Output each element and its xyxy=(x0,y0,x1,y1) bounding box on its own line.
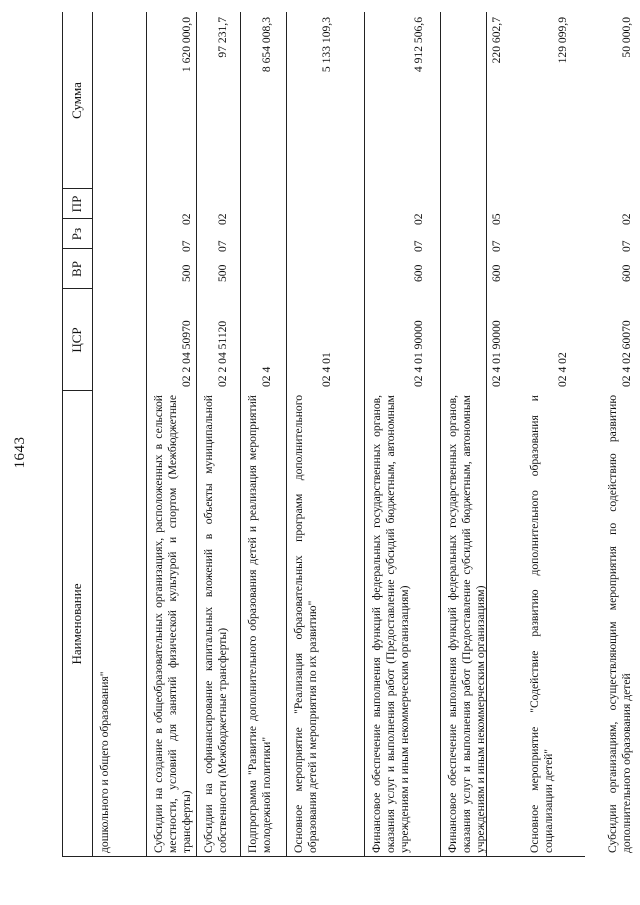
header-name: Наименование xyxy=(69,583,84,665)
row-name: Основное мероприятие "Реализация образовательных программ дополнительного образования детей и мероприятия по их развитию" xyxy=(292,395,319,853)
header-csr: ЦСР xyxy=(69,327,84,353)
header-vr: ВР xyxy=(69,261,84,277)
page-number: 1643 xyxy=(12,436,28,469)
row-pr: 02 xyxy=(180,213,193,225)
rule xyxy=(196,12,197,857)
header-sum: Сумма xyxy=(69,82,84,119)
row-rz: 07 xyxy=(620,240,633,252)
row-csr: 02 4 01 90000 xyxy=(412,320,425,387)
rule xyxy=(146,12,147,857)
row-name: Основное мероприятие "Содействие развитию дополнительного образования и социализации детей" xyxy=(528,395,555,853)
row-csr: 02 2 04 50970 xyxy=(180,320,193,387)
header-pr: ПР xyxy=(69,195,84,213)
row-sum: 1 620 000,0 xyxy=(180,17,193,73)
rule xyxy=(92,12,93,857)
row-sum: 8 654 008,3 xyxy=(260,17,273,73)
row-vr: 500 xyxy=(180,264,193,282)
row-name: дошкольного и общего образования" xyxy=(98,671,111,853)
row-pr: 02 xyxy=(620,213,633,225)
row-sum: 4 912 506,6 xyxy=(412,17,425,73)
row-name: Субсидии на создание в общеобразовательных организациях, расположенных в сельской местности, условий для занятий физической культурой и спортом (Межбюджетные трансферты) xyxy=(152,395,193,853)
budget-table xyxy=(62,12,633,857)
row-csr: 02 2 04 51120 xyxy=(216,320,229,387)
row-vr: 600 xyxy=(412,264,425,282)
rule xyxy=(62,12,63,857)
row-name: Подпрограмма "Развитие дополнительного образования детей и реализация мероприятий молодежной политики" xyxy=(246,395,273,853)
row-csr: 02 4 02 xyxy=(556,352,569,387)
header-rz: Рз xyxy=(69,227,84,241)
rule xyxy=(286,12,287,857)
row-vr: 600 xyxy=(620,264,633,282)
row-sum: 220 602,7 xyxy=(490,17,503,64)
row-name: Финансовое обеспечение выполнения функций федеральных государственных органов, оказания услуг и выполнения работ (Предоставление субсидий бюджетным, автономным учреждениям и иным некоммерческим организациям) xyxy=(446,395,487,853)
row-name: Субсидии организациям, осуществляющим мероприятия по содействию развитию дополнительного образования детей xyxy=(606,395,633,853)
rule xyxy=(240,12,241,857)
row-rz: 07 xyxy=(180,240,193,252)
row-rz: 07 xyxy=(490,240,503,252)
row-csr: 02 4 01 90000 xyxy=(490,320,503,387)
row-pr: 02 xyxy=(412,213,425,225)
row-sum: 50 000,0 xyxy=(620,17,633,58)
row-vr: 600 xyxy=(490,264,503,282)
row-pr: 05 xyxy=(490,213,503,225)
rule xyxy=(62,856,585,857)
row-pr: 02 xyxy=(216,213,229,225)
row-csr: 02 4 01 xyxy=(320,352,333,387)
row-csr: 02 4 02 60070 xyxy=(620,320,633,387)
rule xyxy=(440,12,441,857)
row-sum: 5 133 109,3 xyxy=(320,17,333,73)
rule xyxy=(364,12,365,857)
row-rz: 07 xyxy=(412,240,425,252)
row-name: Финансовое обеспечение выполнения функций федеральных государственных органов, оказания услуг и выполнения работ (Предоставление субсидий бюджетным, автономным учреждениям и иным некоммерческим организациям) xyxy=(370,395,411,853)
row-sum: 97 231,7 xyxy=(216,17,229,58)
row-csr: 02 4 xyxy=(260,366,273,387)
row-name: Субсидии на софинансирование капитальных вложений в объекты муниципальной собственности (Межбюджетные трансферты) xyxy=(202,395,229,853)
row-vr: 500 xyxy=(216,264,229,282)
row-sum: 129 099,9 xyxy=(556,17,569,64)
row-rz: 07 xyxy=(216,240,229,252)
